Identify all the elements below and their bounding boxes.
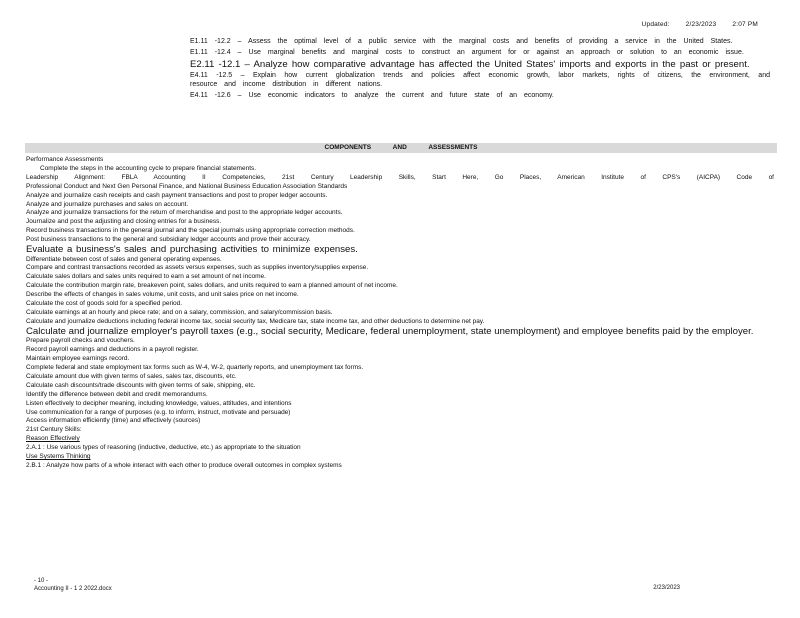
- list-item: Complete the steps in the accounting cycle to prepare financial statements.: [40, 164, 257, 172]
- updated-time: 2:07 PM: [732, 21, 758, 28]
- list-item: Calculate and journalize employer's payroll taxes (e.g., social security, Medicare, federal unemployment, state unemployment) and employee benefits paid by the employer.: [26, 326, 754, 337]
- standard-item: E1.11 -12.2 – Assess the optimal level of a public service with the marginal costs and benefits of providing a service in the United States.: [190, 38, 733, 45]
- file-name: Accounting II - 1 2 2022.docx: [34, 586, 112, 592]
- subheading: [26, 435, 774, 444]
- list-item: Calculate the cost of goods sold for a specified period.: [26, 300, 183, 308]
- list-item: 21st Century Skills:: [26, 426, 82, 434]
- list-item: 2.B.1 : Analyze how parts of a whole interact with each other to produce overall outcomes in complex systems: [26, 461, 342, 469]
- list-item: Record payroll earnings and deductions in a payroll register.: [26, 346, 199, 354]
- list-item: Leadership Alignment: FBLA Accounting II Competencies, 21st Century Leadership Skills, Start Here, Go Places, American Institute of CPS's (AICPA) Code of: [26, 173, 774, 181]
- components-list: [26, 156, 774, 471]
- list-item: Calculate earnings at an hourly and piece rate; and on a salary, commission, and salary/commission basis.: [26, 308, 333, 316]
- updated-date: 2/23/2023: [685, 21, 717, 28]
- list-item: Maintain employee earnings record.: [26, 355, 130, 363]
- updated-stamp: [642, 21, 758, 28]
- list-item: Journalize and post the adjusting and closing entries for a business.: [26, 218, 222, 226]
- list-item: Evaluate a business's sales and purchasing activities to minimize expenses.: [26, 245, 358, 256]
- list-item: Identify the difference between debit and credit memorandums.: [26, 390, 208, 398]
- standard-item: E1.11 -12.4 – Use marginal benefits and marginal costs to construct an argument for or against an approach or solution to an economic issue.: [190, 49, 744, 56]
- list-item: Complete federal and state employment tax forms such as W-4, W-2, quarterly reports, and unemployment tax forms.: [26, 364, 364, 372]
- footer-date: 2/23/2023: [653, 585, 680, 591]
- list-item: Describe the effects of changes in sales volume, unit costs, and unit sales price on net income.: [26, 291, 299, 299]
- footer: [34, 577, 112, 593]
- list-item: Calculate and journalize deductions including federal income tax, social security tax, Medicare tax, state income tax, and other deductions to determine net pay.: [26, 317, 485, 325]
- standard-item: E4.11 -12.5 – Explain how current globalization trends and policies affect economic growth, labor markets, rights of citizens, the environment, and resource and income distribution in different nations.: [190, 72, 770, 88]
- list-item: Performance Assessments: [26, 156, 104, 163]
- list-item: Analyze and journalize cash receipts and cash payment transactions and post to proper ledger accounts.: [26, 191, 328, 199]
- standards-list: [190, 37, 770, 102]
- list-item: Analyze and journalize transactions for the return of merchandise and post to the appropriate ledger accounts.: [26, 209, 343, 217]
- subheading-text: Reason Effectively: [26, 435, 80, 443]
- section-heading: COMPONENTS AND ASSESSMENTS: [25, 143, 777, 153]
- updated-label: Updated:: [641, 21, 670, 28]
- list-item: Professional Conduct and Next Gen Personal Finance, and National Business Education Association Standards: [26, 182, 348, 190]
- list-item: Calculate amount due with given terms of sales, sales tax, discounts, etc.: [26, 372, 237, 380]
- list-item: Compare and contrast transactions recorded as assets versus expenses, such as supplies inventory/supplies expense.: [26, 264, 369, 272]
- page-number: - 10 -: [34, 578, 49, 584]
- list-item: Prepare payroll checks and vouchers.: [26, 337, 135, 345]
- list-item: Access information efficiently (time) and effectively (sources): [26, 417, 201, 425]
- list-item: Calculate sales dollars and sales units required to earn a set amount of net income.: [26, 273, 266, 281]
- list-item: 2.A.1 : Use various types of reasoning (inductive, deductive, etc.) as appropriate to the situation: [26, 444, 301, 452]
- subheading-text: Use Systems Thinking: [26, 453, 91, 461]
- subheading: [26, 453, 774, 462]
- list-item: Post business transactions to the general and subsidiary ledger accounts and prove their accuracy.: [26, 236, 311, 244]
- list-item: Calculate cash discounts/trade discounts with given terms of sale, shipping, etc.: [26, 381, 256, 389]
- list-item: Use communication for a range of purposes (e.g. to inform, instruct, motivate and persuade): [26, 408, 291, 416]
- list-item: Record business transactions in the general journal and the special journals using appropriate correction methods.: [26, 227, 355, 235]
- standard-item: E4.11 -12.6 – Use economic indicators to analyze the current and future state of an economy.: [190, 92, 554, 99]
- standard-item: E2.11 -12.1 – Analyze how comparative advantage has affected the United States' imports and exports in the past or present.: [190, 59, 750, 70]
- list-item: Analyze and journalize purchases and sales on account.: [26, 200, 189, 208]
- list-item: Listen effectively to decipher meaning, including knowledge, values, attitudes, and intentions: [26, 399, 292, 407]
- list-item: Differentiate between cost of sales and general operating expenses.: [26, 255, 222, 263]
- list-item: Calculate the contribution margin rate, breakeven point, sales dollars, and units required to earn a planned amount of net income.: [26, 282, 398, 290]
